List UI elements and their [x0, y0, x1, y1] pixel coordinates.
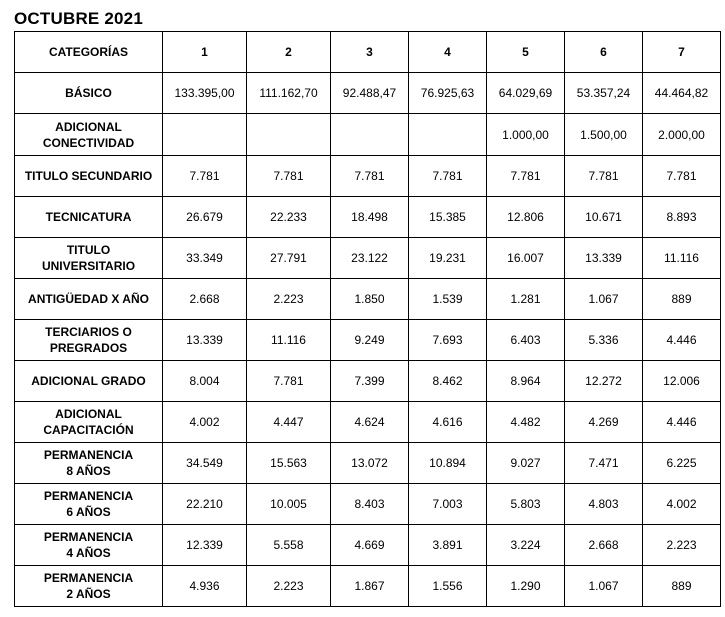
table-cell: 1.500,00	[565, 114, 643, 156]
table-cell: 7.781	[247, 156, 331, 197]
table-cell: 22.210	[163, 484, 247, 525]
table-cell: 4.446	[643, 402, 721, 443]
table-cell: 92.488,47	[331, 73, 409, 114]
table-cell: 9.027	[487, 443, 565, 484]
row-label-line: UNIVERSITARIO	[41, 259, 136, 273]
table-cell: 5.803	[487, 484, 565, 525]
table-cell: 27.791	[247, 238, 331, 279]
table-cell: 2.000,00	[643, 114, 721, 156]
header-category-3: 3	[331, 32, 409, 73]
header-category-7: 7	[643, 32, 721, 73]
row-label	[15, 238, 163, 279]
table-cell: 6.225	[643, 443, 721, 484]
table-row	[15, 279, 721, 320]
table-cell: 7.693	[409, 320, 487, 361]
table-cell: 53.357,24	[565, 73, 643, 114]
table-cell: 19.231	[409, 238, 487, 279]
table-cell: 5.558	[247, 525, 331, 566]
salary-table	[14, 31, 721, 607]
row-label-line: ANTIGÜEDAD X AÑO	[28, 292, 149, 306]
table-cell: 8.964	[487, 361, 565, 402]
table-cell: 12.339	[163, 525, 247, 566]
table-cell: 4.002	[163, 402, 247, 443]
row-label-line: TECNICATURA	[45, 210, 132, 224]
row-label	[15, 73, 163, 114]
header-category-4: 4	[409, 32, 487, 73]
table-cell: 11.116	[247, 320, 331, 361]
table-cell: 64.029,69	[487, 73, 565, 114]
table-cell: 6.403	[487, 320, 565, 361]
table-cell	[331, 114, 409, 156]
table-cell: 111.162,70	[247, 73, 331, 114]
table-cell: 3.224	[487, 525, 565, 566]
row-label-line: TITULO	[66, 243, 111, 257]
table-cell: 8.462	[409, 361, 487, 402]
table-cell: 7.471	[565, 443, 643, 484]
table-cell: 3.891	[409, 525, 487, 566]
table-cell: 4.624	[331, 402, 409, 443]
table-cell: 4.616	[409, 402, 487, 443]
row-label	[15, 279, 163, 320]
row-label-line: PERMANENCIA	[43, 571, 134, 585]
table-cell: 34.549	[163, 443, 247, 484]
row-label-line: PERMANENCIA	[43, 448, 134, 462]
table-cell: 22.233	[247, 197, 331, 238]
row-label-line: ADICIONAL GRADO	[31, 374, 146, 388]
table-cell: 7.781	[643, 156, 721, 197]
table-cell: 2.223	[247, 279, 331, 320]
table-cell: 26.679	[163, 197, 247, 238]
table-cell: 4.446	[643, 320, 721, 361]
row-label-line: ADICIONAL	[55, 119, 122, 134]
header-categories: CATEGORÍAS	[15, 32, 163, 73]
table-cell: 7.781	[487, 156, 565, 197]
table-cell: 10.005	[247, 484, 331, 525]
table-cell: 16.007	[487, 238, 565, 279]
table-cell: 8.893	[643, 197, 721, 238]
table-cell: 889	[643, 566, 721, 607]
table-row	[15, 525, 721, 566]
row-label-line: CONECTIVIDAD	[42, 135, 135, 150]
table-row	[15, 73, 721, 114]
table-cell: 1.067	[565, 566, 643, 607]
row-label-line: 6 AÑOS	[66, 505, 111, 519]
table-row	[15, 156, 721, 197]
table-cell: 2.668	[163, 279, 247, 320]
table-cell: 7.781	[163, 156, 247, 197]
page-title: OCTUBRE 2021	[14, 9, 143, 28]
table-cell: 7.399	[331, 361, 409, 402]
table-cell: 15.563	[247, 443, 331, 484]
table-cell: 2.668	[565, 525, 643, 566]
table-cell: 11.116	[643, 238, 721, 279]
table-cell: 1.000,00	[487, 114, 565, 156]
table-cell: 2.223	[247, 566, 331, 607]
table-cell: 7.781	[565, 156, 643, 197]
row-label	[15, 402, 163, 443]
row-label	[15, 361, 163, 402]
table-cell: 8.403	[331, 484, 409, 525]
table-cell	[247, 114, 331, 156]
table-cell: 1.067	[565, 279, 643, 320]
table-cell: 4.482	[487, 402, 565, 443]
table-cell: 33.349	[163, 238, 247, 279]
table-cell	[163, 114, 247, 156]
table-cell: 9.249	[331, 320, 409, 361]
table-cell: 2.223	[643, 525, 721, 566]
header-category-1: 1	[163, 32, 247, 73]
row-label-line: 2 AÑOS	[66, 587, 111, 601]
row-label-line: TITULO SECUNDARIO	[24, 169, 153, 183]
row-label	[15, 443, 163, 484]
table-row	[15, 197, 721, 238]
table-row	[15, 566, 721, 607]
table-cell: 4.447	[247, 402, 331, 443]
table-cell: 133.395,00	[163, 73, 247, 114]
table-row	[15, 361, 721, 402]
table-cell: 1.850	[331, 279, 409, 320]
header-category-5: 5	[487, 32, 565, 73]
table-row	[15, 320, 721, 361]
table-cell: 13.072	[331, 443, 409, 484]
row-label	[15, 525, 163, 566]
table-cell	[409, 114, 487, 156]
row-label-line: TERCIARIOS O	[45, 325, 132, 339]
table-cell: 13.339	[565, 238, 643, 279]
table-cell: 8.004	[163, 361, 247, 402]
table-cell: 1.556	[409, 566, 487, 607]
row-label-line: PREGRADOS	[49, 341, 128, 355]
table-row	[15, 114, 721, 156]
table-cell: 1.867	[331, 566, 409, 607]
table-row	[15, 484, 721, 525]
row-label	[15, 320, 163, 361]
row-label	[15, 156, 163, 197]
header-category-6: 6	[565, 32, 643, 73]
table-cell: 7.781	[247, 361, 331, 402]
table-cell: 1.290	[487, 566, 565, 607]
table-cell: 5.336	[565, 320, 643, 361]
row-label-line: PERMANENCIA	[43, 530, 134, 544]
table-row	[15, 238, 721, 279]
row-label	[15, 197, 163, 238]
table-cell: 12.272	[565, 361, 643, 402]
table-cell: 12.006	[643, 361, 721, 402]
table-cell: 12.806	[487, 197, 565, 238]
table-row	[15, 402, 721, 443]
table-cell: 7.781	[409, 156, 487, 197]
table-row	[15, 443, 721, 484]
header-category-2: 2	[247, 32, 331, 73]
table-cell: 4.936	[163, 566, 247, 607]
table-cell: 23.122	[331, 238, 409, 279]
table-cell: 7.003	[409, 484, 487, 525]
table-cell: 7.781	[331, 156, 409, 197]
row-label-line: PERMANENCIA	[43, 489, 134, 503]
table-body	[15, 73, 721, 607]
table-cell: 4.002	[643, 484, 721, 525]
table-cell: 10.894	[409, 443, 487, 484]
table-cell: 76.925,63	[409, 73, 487, 114]
table-cell: 1.539	[409, 279, 487, 320]
table-cell: 10.671	[565, 197, 643, 238]
row-label-line: CAPACITACIÓN	[43, 423, 134, 437]
table-cell: 4.669	[331, 525, 409, 566]
table-cell: 13.339	[163, 320, 247, 361]
table-cell: 4.803	[565, 484, 643, 525]
row-label	[15, 484, 163, 525]
table-cell: 44.464,82	[643, 73, 721, 114]
table-cell: 18.498	[331, 197, 409, 238]
row-label	[15, 566, 163, 607]
row-label-line: 8 AÑOS	[66, 464, 111, 478]
row-label	[15, 114, 163, 156]
table-cell: 15.385	[409, 197, 487, 238]
table-cell: 1.281	[487, 279, 565, 320]
row-label-line: BÁSICO	[65, 86, 112, 100]
table-header-row	[15, 32, 721, 73]
row-label-line: ADICIONAL	[55, 407, 122, 421]
table-cell: 889	[643, 279, 721, 320]
table-cell: 4.269	[565, 402, 643, 443]
row-label-line: 4 AÑOS	[66, 546, 111, 560]
